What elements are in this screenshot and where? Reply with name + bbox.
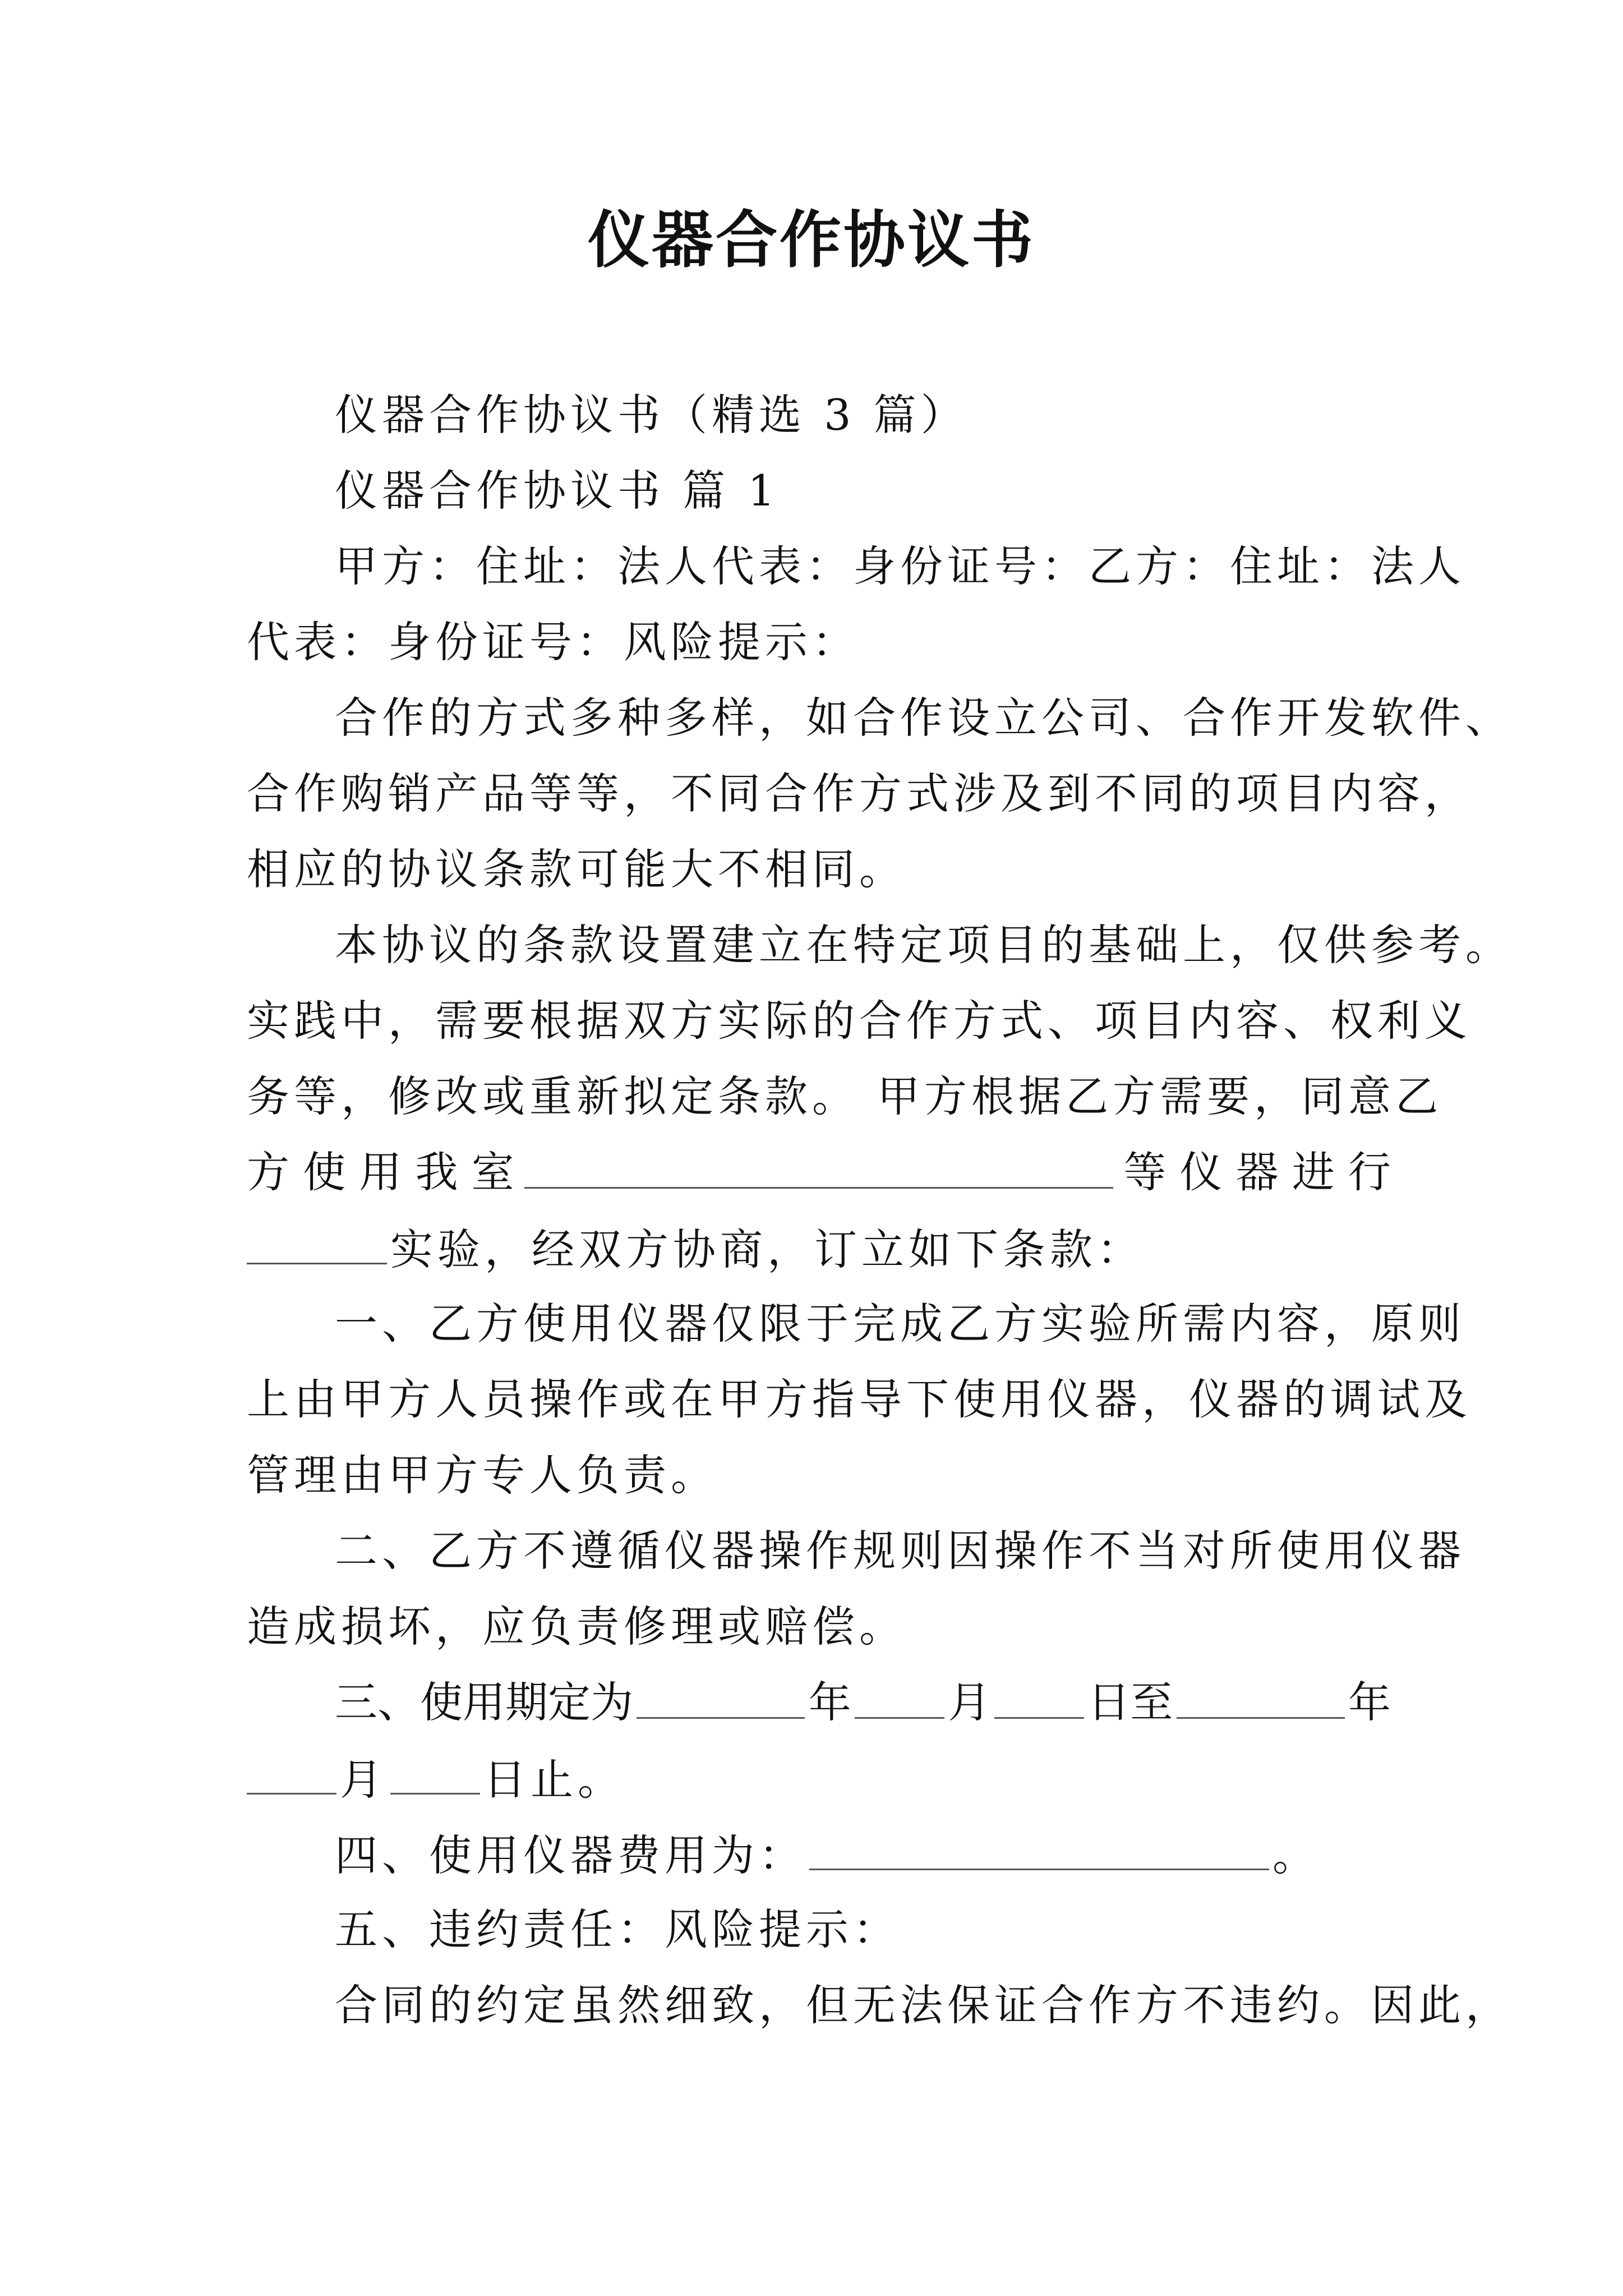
line-text: 实验，经双方协商，订立如下条款：: [390, 1225, 1144, 1274]
blank-field: [247, 1750, 336, 1795]
line-text: 月: [340, 1755, 387, 1805]
line-text: 年: [1348, 1677, 1391, 1727]
paragraph-line: 合同的约定虽然细致，但无法保证合作方不违约。因此，: [335, 1980, 1513, 2030]
blank-field: [809, 1826, 1269, 1870]
paragraph-line: 相应的协议条款可能大不相同。: [247, 844, 906, 894]
section-heading: 仪器合作协议书 篇 1: [335, 466, 780, 516]
paragraph-line: 代表：身份证号：风险提示：: [247, 617, 859, 667]
paragraph-line: 甲方：住址：法人代表：身份证号：乙方：住址：法人: [335, 541, 1465, 591]
line-text: 四、使用仪器费用为：: [335, 1830, 806, 1880]
paragraph-line: 务等，修改或重新拟定条款。 甲方根据乙方需要，同意乙: [247, 1071, 1443, 1121]
document-title: 仪器合作协议书: [588, 204, 1035, 276]
line-text: 年: [808, 1677, 851, 1727]
blank-field: [1177, 1674, 1345, 1719]
line-text: 方 使 用 我 室: [247, 1147, 514, 1197]
paragraph-line: 管理由甲方专人负责。: [247, 1450, 718, 1500]
paragraph-line: 本协议的条款设置建立在特定项目的基础上，仅供参考。: [335, 920, 1513, 970]
line-text: 日止。: [483, 1755, 625, 1805]
line-text: 。: [1272, 1830, 1320, 1880]
paragraph-line: 二、乙方不遵循仪器操作规则因操作不当对所使用仪器: [335, 1526, 1465, 1576]
line-text: 三、使用期定为: [335, 1677, 633, 1727]
line-text: 月: [948, 1677, 991, 1727]
paragraph-line: 合作的方式多种多样，如合作设立公司、合作开发软件、: [335, 693, 1513, 743]
blank-field: [994, 1674, 1084, 1719]
blank-field: [524, 1144, 1113, 1189]
blank-field: [637, 1674, 805, 1719]
paragraph-line: 上由甲方人员操作或在甲方指导下使用仪器，仪器的调试及: [247, 1374, 1472, 1424]
paragraph-line: [247, 1220, 1391, 1278]
paragraph-line: 一、乙方使用仪器仅限于完成乙方实验所需内容，原则: [335, 1299, 1465, 1349]
paragraph-line: [247, 1750, 1391, 1808]
paragraph-line: [247, 1144, 1391, 1200]
paragraph-line: 合作购销产品等等，不同合作方式涉及到不同的项目内容，: [247, 769, 1472, 818]
blank-field: [247, 1220, 387, 1264]
paragraph-line: 五、违约责任：风险提示：: [335, 1904, 900, 1954]
line-text: 日至: [1087, 1677, 1173, 1727]
blank-field: [855, 1674, 944, 1719]
paragraph-line: [335, 1674, 1391, 1731]
blank-field: [390, 1750, 480, 1795]
paragraph-line: 实践中，需要根据双方实际的合作方式、项目内容、权利义: [247, 996, 1472, 1046]
line-text: 等 仪 器 进 行: [1123, 1147, 1391, 1197]
document-subtitle: 仪器合作协议书（精选 3 篇）: [335, 390, 968, 440]
paragraph-line: [335, 1826, 1391, 1884]
paragraph-line: 造成损坏，应负责修理或赔偿。: [247, 1602, 906, 1651]
